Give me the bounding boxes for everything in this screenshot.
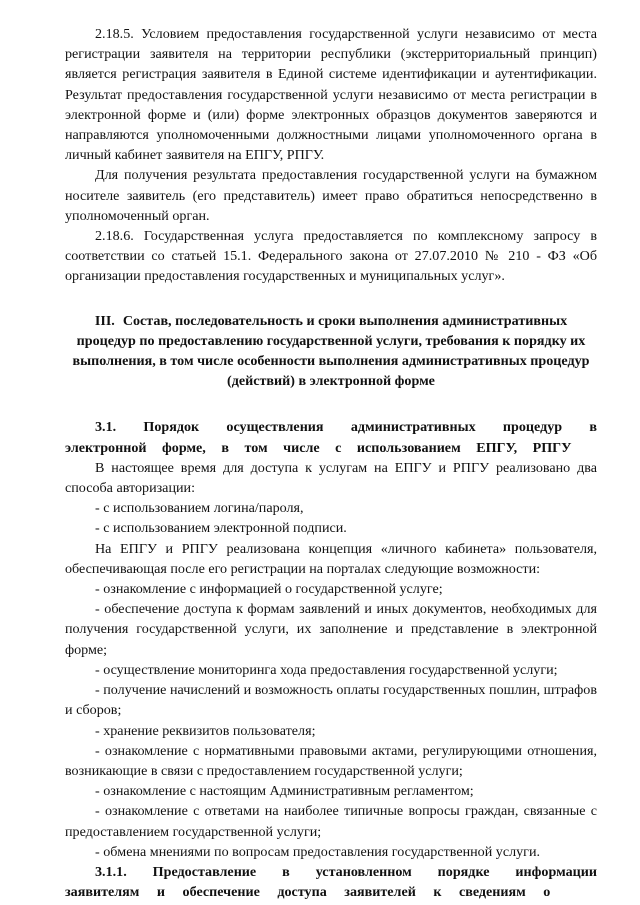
paragraph-paper-result: Для получения результата предоставления государственной услуги на бумажном носителе заявитель (его представитель) имеет право обратиться непосредственно в уполномоченный орган. [65, 167, 597, 224]
section-title: Состав, последовательность и сроки выполнения административных процедур по предоставлению государственной услуги, требования к порядку их выполнения, в том числе особенности выполнения административных процедур (действий) в электронной форме [72, 312, 590, 390]
section-heading-iii [65, 311, 597, 392]
subsection-3-1-1-heading: 3.1.1. Предоставление в установленном порядке информации заявителям и обеспечение доступа заявителей к сведениям о [65, 863, 597, 901]
list-item: - получение начислений и возможность оплаты государственных пошлин, штрафов и сборов; [65, 682, 597, 719]
section-number: III. [94, 312, 115, 329]
paragraph-personal-cabinet: На ЕПГУ и РПГУ реализована концепция «личного кабинета» пользователя, обеспечивающая после его регистрации на порталах следующие возможности: [65, 540, 597, 577]
paragraph-auth-methods: В настоящее время для доступа к услугам на ЕПГУ и РПГУ реализовано два способа авторизации: [65, 459, 597, 497]
list-item: - обеспечение доступа к формам заявлений и иных документов, необходимых для получения государственной услуги, их заполнение и представление в электронной форме; [65, 601, 597, 658]
list-item: - с использованием электронной подписи. [95, 520, 347, 537]
paragraph-2-18-5: 2.18.5. Условием предоставления государственной услуги независимо от места регистрации заявителя на территории республики (экстерриториальный принцип) является регистрация заявителя в Единой системе идентификации и аутентификации. Результат предоставления государственной услуги независимо от места регистрации в электронной форме и (или) форме электронных образцов документов заверяются и направляются уполномоченными должностными лицами уполномоченного органа в личный кабинет заявителя на ЕПГУ, РПГУ. [65, 26, 597, 164]
list-item: - осуществление мониторинга хода предоставления государственной услуги; [95, 661, 558, 678]
paragraph-2-18-6: 2.18.6. Государственная услуга предоставляется по комплексному запросу в соответствии со статьей 15.1. Федерального закона от 27.07.2010 № 210 - ФЗ «Об организации предоставления государственных и муниципальных услуг». [65, 228, 597, 285]
list-item: - ознакомление с ответами на наиболее типичные вопросы граждан, связанные с предоставлением государственной услуги; [65, 803, 597, 840]
list-item: - ознакомление с настоящим Административным регламентом; [95, 783, 474, 800]
subsection-3-1-heading: 3.1. Порядок осуществления административных процедур в электронной форме, в том числе с использованием ЕПГУ, РПГУ [65, 419, 597, 456]
list-item: - хранение реквизитов пользователя; [95, 722, 316, 739]
list-item: - ознакомление с нормативными правовыми актами, регулирующими отношения, возникающие в связи с предоставлением государственной услуги; [65, 742, 597, 779]
list-item: - обмена мнениями по вопросам предоставления государственной услуги. [95, 843, 541, 860]
document-page [65, 24, 597, 902]
list-item: - ознакомление с информацией о государственной услуге; [95, 581, 443, 598]
list-item: - с использованием логина/пароля, [95, 500, 304, 517]
